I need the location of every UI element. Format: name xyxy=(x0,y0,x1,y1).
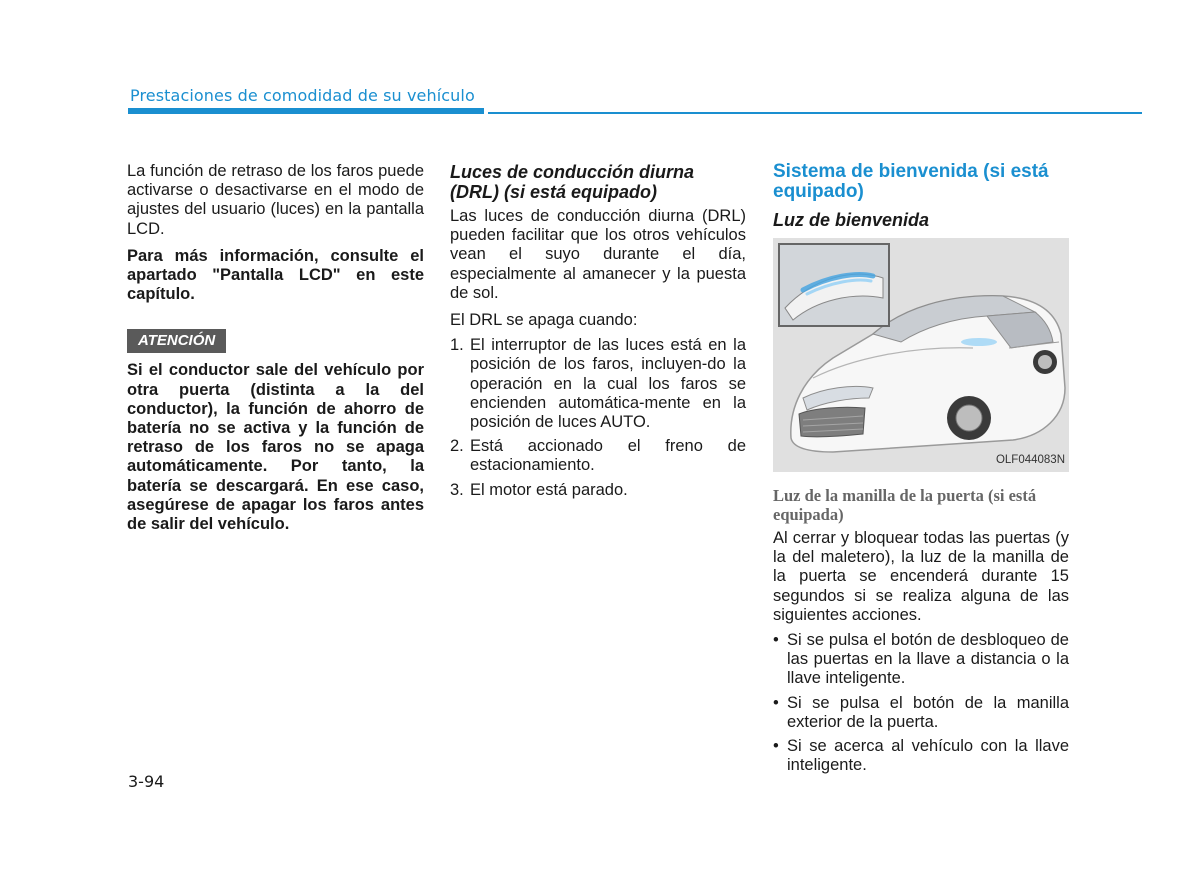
list-item xyxy=(450,481,746,500)
list-item-text: Si se pulsa el botón de desbloqueo de las puertas en la llave a distancia o la llave inteligente. xyxy=(787,631,1069,688)
list-item xyxy=(773,737,1069,775)
action-list xyxy=(773,631,1069,775)
column-left xyxy=(127,162,424,534)
heading-drl: Luces de conducción diurna (DRL) (si está equipado) xyxy=(450,162,695,202)
bullet-icon: • xyxy=(773,631,779,650)
list-item-number: 2. xyxy=(450,437,464,456)
header-rule-thin xyxy=(488,112,1142,114)
car-illustration xyxy=(773,238,1069,472)
subheading-welcome-light: Luz de bienvenida xyxy=(773,210,930,230)
list-item-text: El interruptor de las luces está en la posición de los faros, incluyen-do la operación en la cual los faros se encienden automática-mente en la posición de luces AUTO. xyxy=(470,336,746,432)
figure-caption: Luz de la manilla de la puerta (si está equipada) xyxy=(773,486,1037,524)
paragraph-drl-intro: Las luces de conducción diurna (DRL) pueden facilitar que los otros vehículos vean el suyo durante el día, especialmente al amanecer y la puesta de sol. xyxy=(450,207,746,302)
list-item xyxy=(773,631,1069,689)
paragraph-drl-off: El DRL se apaga cuando: xyxy=(450,311,638,330)
page-number: 3-94 xyxy=(128,772,165,791)
paragraph-more-info: Para más información, consulte el apartado "Pantalla LCD" en este capítulo. xyxy=(127,246,424,304)
header-rule-thick xyxy=(128,108,484,114)
section-title: Prestaciones de comodidad de su vehículo xyxy=(130,86,475,105)
warning-badge: ATENCIÓN xyxy=(127,329,226,353)
list-item-text: Si se pulsa el botón de la manilla exterior de la puerta. xyxy=(787,693,1069,731)
list-item-number: 3. xyxy=(450,480,464,499)
list-item xyxy=(450,437,746,475)
list-item-text: Está accionado el freno de estacionamiento. xyxy=(470,437,746,475)
drl-off-list xyxy=(450,336,746,500)
bullet-icon: • xyxy=(773,737,779,756)
column-middle xyxy=(450,162,746,505)
paragraph-handle-light: Al cerrar y bloquear todas las puertas (y la del maletero), la luz de la manilla de la puerta se encenderá durante 15 segundos si se realiza alguna de las siguientes acciones. xyxy=(773,529,1069,624)
warning-text: Si el conductor sale del vehículo por otra puerta (distinta a la del conductor), la función de ahorro de batería no se activa y la función de retraso de los faros no se apaga automáticamente. Por tanto, la batería se descargará. En ese caso, asegúrese de apagar los faros antes de salir del vehículo. xyxy=(127,361,424,534)
column-right xyxy=(773,162,1069,780)
list-item-text: El motor está parado. xyxy=(470,480,628,499)
paragraph-headlamp-delay: La función de retraso de los faros puede activarse o desactivarse en el modo de ajustes del usuario (luces) en la pantalla LCD. xyxy=(127,162,424,238)
list-item-number: 1. xyxy=(450,336,464,355)
list-item xyxy=(773,694,1069,732)
list-item xyxy=(450,336,746,432)
figure-code: OLF044083N xyxy=(995,453,1065,466)
bullet-icon: • xyxy=(773,693,779,712)
list-item-text: Si se acerca al vehículo con la llave inteligente. xyxy=(787,737,1069,775)
heading-welcome-system: Sistema de bienvenida (si está equipado) xyxy=(773,161,1049,202)
car-image xyxy=(773,238,1069,472)
